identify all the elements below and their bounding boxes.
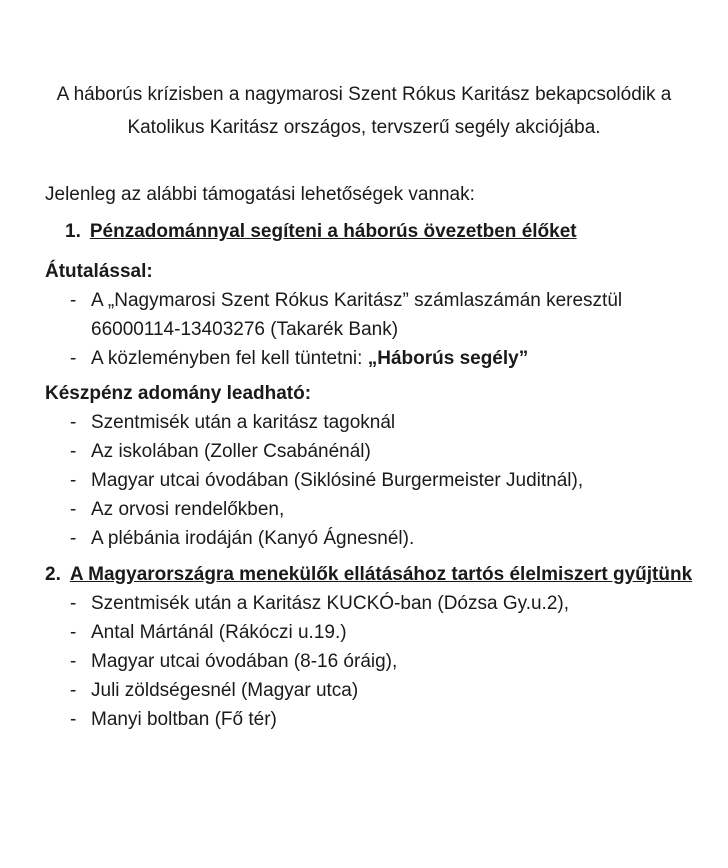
bullet-marker: - <box>70 622 77 643</box>
section-2-heading <box>45 560 728 589</box>
bullet-marker: - <box>70 651 77 672</box>
title-line-1: A háborús krízisben a nagymarosi Szent Rókus Karitász bekapcsolódik a <box>56 84 672 105</box>
cash-donation-label: Készpénz adomány leadható: <box>45 383 312 404</box>
list-item-text: Manyi boltban (Fő tér) <box>91 709 277 730</box>
transfer-method-label: Átutalással: <box>45 261 153 282</box>
list-item-text: Magyar utcai óvodában (8-16 óráig), <box>91 651 398 672</box>
notice-bold: „Háborús segély” <box>367 348 529 369</box>
list-item-text: Szentmisék után a Karitász KUCKÓ-ban (Dózsa Gy.u.2), <box>91 593 569 614</box>
bullet-marker: - <box>70 593 77 614</box>
bullet-marker: - <box>70 290 77 311</box>
list-item-text <box>91 286 728 344</box>
account-line-1: A „Nagymarosi Szent Rókus Karitász” számlaszámán keresztül <box>91 290 623 311</box>
transfer-bullet-list <box>0 286 728 373</box>
list-item <box>70 524 728 553</box>
list-item-text <box>91 344 728 373</box>
list-item-text: Magyar utcai óvodában (Siklósiné Burgermeister Juditnál), <box>91 470 584 491</box>
list-item-text: Juli zöldségesnél (Magyar utca) <box>91 680 359 701</box>
document-title <box>0 78 728 144</box>
bullet-marker: - <box>70 470 77 491</box>
list-item <box>70 437 728 466</box>
account-line-2: 66000114-13403276 (Takarék Bank) <box>91 319 399 340</box>
section-2-number: 2. <box>45 564 61 585</box>
cash-bullet-list <box>0 408 728 553</box>
bullet-marker: - <box>70 680 77 701</box>
section-1-heading-text: Pénzadománnyal segíteni a háborús övezetben élőket <box>89 221 577 242</box>
list-item-text: Az orvosi rendelőkben, <box>91 499 285 520</box>
list-item <box>70 705 728 734</box>
list-item <box>70 647 728 676</box>
bullet-marker: - <box>70 441 77 462</box>
list-item-text: Antal Mártánál (Rákóczi u.19.) <box>91 622 347 643</box>
bullet-marker: - <box>70 709 77 730</box>
bullet-marker: - <box>70 499 77 520</box>
intro-paragraph: Jelenleg az alábbi támogatási lehetőségek vannak: <box>45 184 475 205</box>
list-item-text: Szentmisék után a karitász tagoknál <box>91 412 396 433</box>
title-line-2: Katolikus Karitász országos, tervszerű segély akciójába. <box>127 117 601 138</box>
list-item <box>70 618 728 647</box>
food-bullet-list <box>0 589 728 734</box>
section-1-heading <box>65 217 728 246</box>
list-item <box>70 344 728 373</box>
section-2-heading-text: A Magyarországra menekülők ellátásához tartós élelmiszert gyűjtünk <box>69 564 693 585</box>
list-item-text: A plébánia irodáján (Kanyó Ágnesnél). <box>91 528 415 549</box>
list-item <box>70 676 728 705</box>
list-item <box>70 466 728 495</box>
section-1-number: 1. <box>65 221 81 242</box>
notice-prefix: A közleményben fel kell tüntetni: <box>91 348 368 369</box>
list-item-text: Az iskolában (Zoller Csabánénál) <box>91 441 371 462</box>
bullet-marker: - <box>70 528 77 549</box>
list-item <box>70 495 728 524</box>
bullet-marker: - <box>70 412 77 433</box>
list-item <box>70 286 728 344</box>
bullet-marker: - <box>70 348 77 369</box>
list-item <box>70 589 728 618</box>
list-item <box>70 408 728 437</box>
